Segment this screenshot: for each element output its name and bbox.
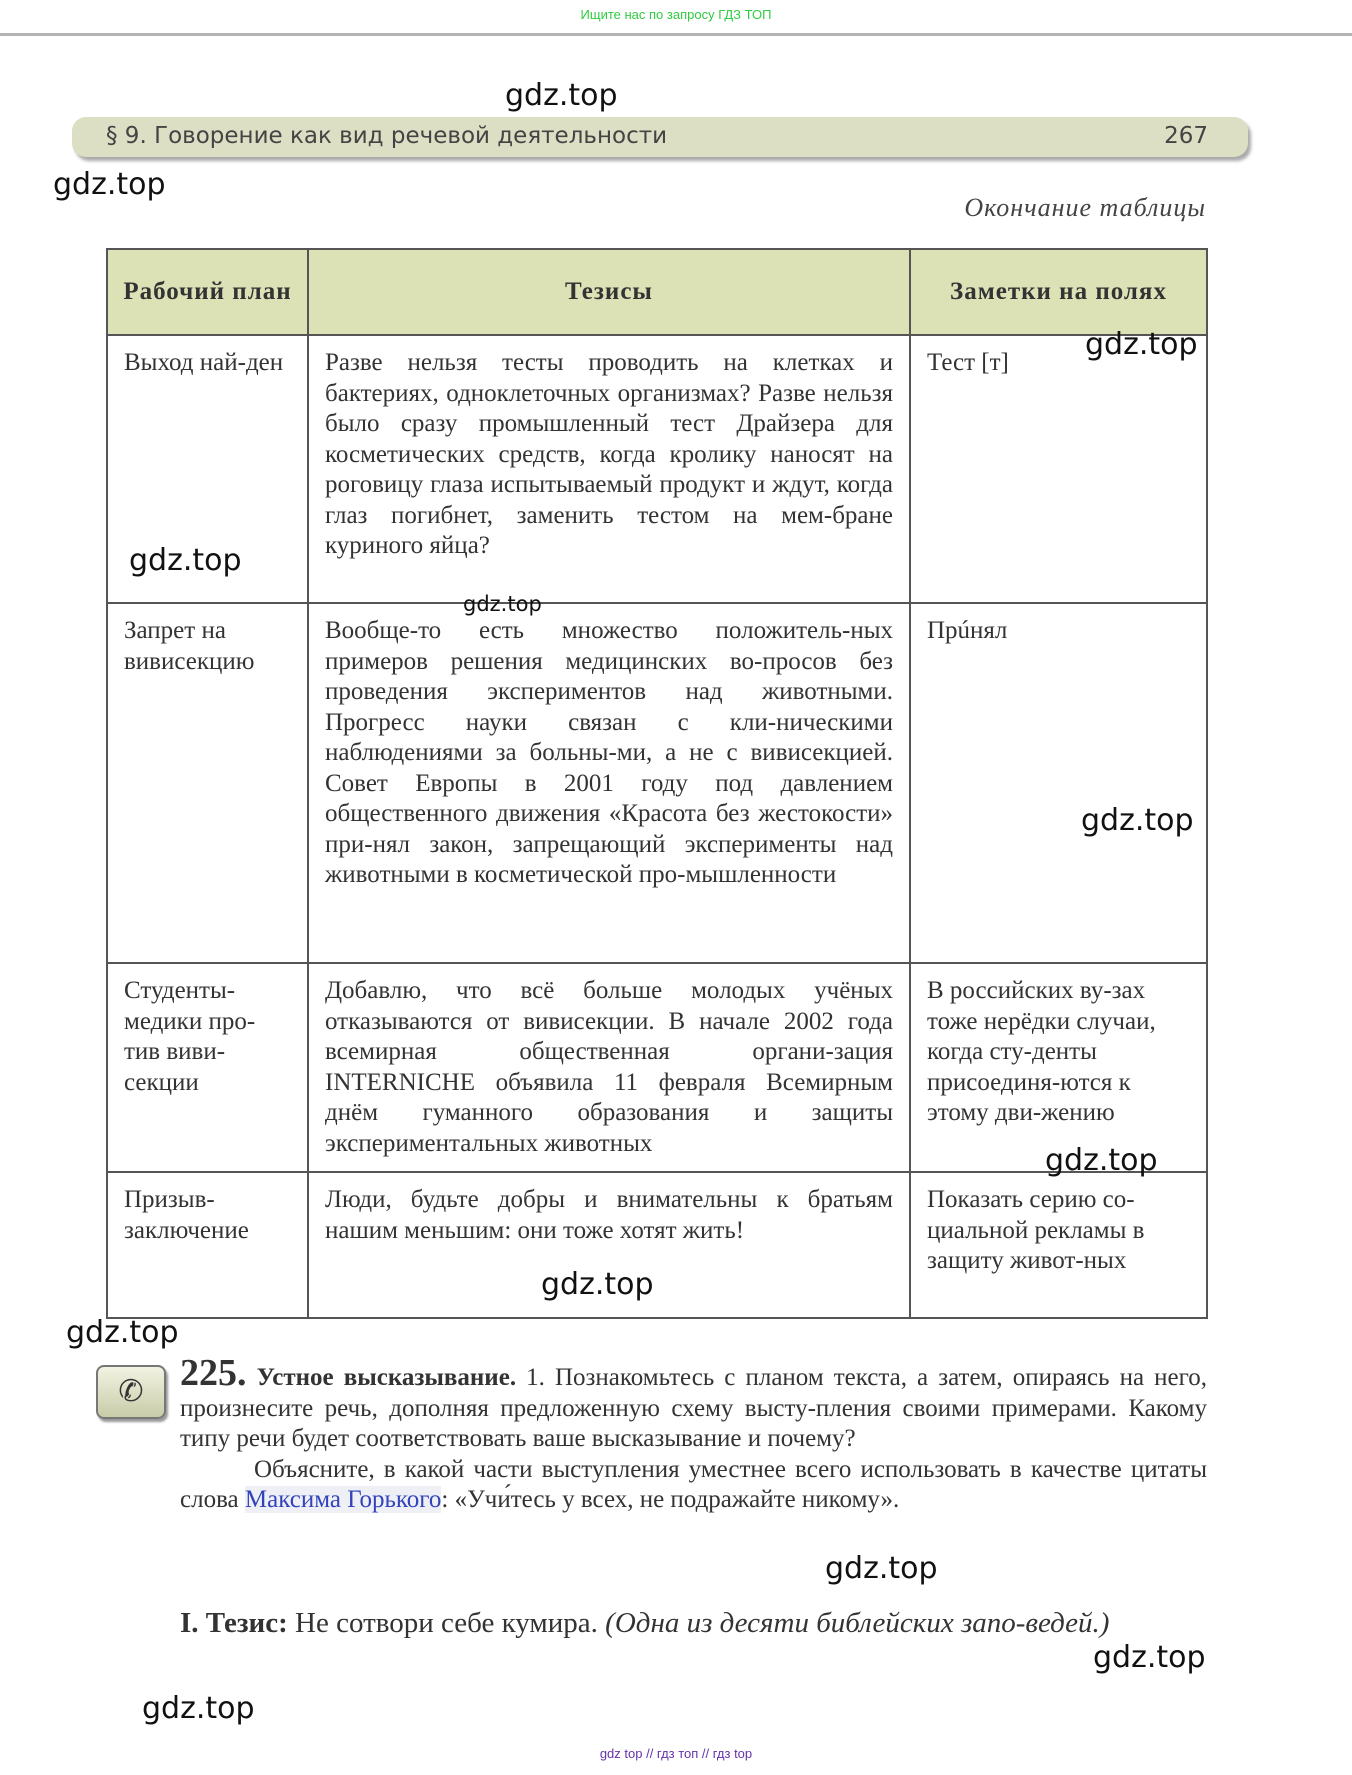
watermark: gdz.top [463, 592, 542, 616]
watermark: gdz.top [1045, 1143, 1158, 1178]
page-number: 267 [1164, 123, 1208, 149]
table-header-row [107, 249, 1207, 335]
thesis-cell: Вообще-то есть множество положитель-ных примеров решения медицинских во-просов без проведения экспериментов над животными. Прогресс науки связан с кли-ническими наблюдениями за больны-ми, а не с вивисекцией. Совет Европы в 2001 году под давлением общественного движения «Красота без жестокости» при-нял закон, запрещающий эксперименты над животными в косметической про-мышленности [308, 603, 910, 963]
thesis-cell: Добавлю, что всё больше молодых учёных отказываются от вивисекции. В начале 2002 года всемирная общественная органи-зация INTERNICHE объявила 11 февраля Всемирным днём гуманного образования и защиты экспериментальных животных [308, 963, 910, 1172]
table-row [107, 963, 1207, 1172]
top-banner-text: Ищите нас по запросу ГДЗ ТОП [580, 7, 772, 22]
column-header: Рабочий план [107, 249, 308, 335]
watermark: gdz.top [142, 1691, 255, 1726]
table-caption: Окончание таблицы [964, 193, 1206, 222]
footer: gdz top // гдз топ // гдз top [599, 1746, 753, 1761]
exercise-title: Устное высказывание. [256, 1364, 517, 1391]
section-title: § 9. Говорение как вид речевой деятельности [106, 123, 668, 149]
watermark: gdz.top [1081, 803, 1194, 838]
column-header: Тезисы [308, 249, 910, 335]
watermark: gdz.top [505, 78, 618, 113]
exercise-225 [180, 1352, 1208, 1516]
page-header [72, 117, 1248, 157]
notes-cell: Прúнял [910, 603, 1207, 963]
speech-plan-table [106, 248, 1208, 1319]
watermark: gdz.top [541, 1267, 654, 1302]
thesis-line [106, 1606, 1206, 1640]
quote-text: : «Учи́тесь у всех, не подражайте никому». [441, 1486, 900, 1513]
plan-cell: Студенты-медики про-тив виви-секции [107, 963, 308, 1172]
column-header: Заметки на полях [910, 249, 1207, 335]
watermark: gdz.top [1093, 1640, 1206, 1675]
exercise-number: 225. [180, 1352, 247, 1394]
plan-cell: Призыв-заключение [107, 1172, 308, 1318]
notes-cell: В российских ву-зах тоже нерёдки случаи, когда сту-денты присоединя-ются к этому дви-жению [910, 963, 1207, 1172]
plan-cell: Запрет на вивисекцию [107, 603, 308, 963]
exercise-text: 1. Познакомьтесь с планом текста, а затем, опираясь на него, произнесите речь, дополняя предложенную схему высту-пления своими примерами. Какому типу речи будет соответствовать ваше высказывание и почему? [180, 1364, 1208, 1452]
notes-cell: Тест [т] [910, 335, 1207, 603]
watermark: gdz.top [53, 167, 166, 202]
watermark: gdz.top [825, 1551, 938, 1586]
thesis-text: Не сотвори себе кумира. [295, 1607, 598, 1639]
table-row [107, 603, 1207, 963]
thesis-cell: Разве нельзя тесты проводить на клетках и бактериях, одноклеточных организмах? Разве нельзя было сразу промышленный тест Драйзера для косметических средств, когда кролику наносят на роговицу глаза испытываемый продукт и ждут, когда глаз погибнет, заменить тестом на мем-бране куриного яйца? [308, 335, 910, 603]
notes-cell: Показать серию со-циальной рекламы в защиту живот-ных [910, 1172, 1207, 1318]
thesis-cell: Люди, будьте добры и внимательны к братьям нашим меньшим: они тоже хотят жить! [308, 1172, 910, 1318]
top-banner [0, 0, 1352, 36]
watermark: gdz.top [1085, 327, 1198, 362]
watermark: gdz.top [66, 1315, 179, 1350]
table-row [107, 1172, 1207, 1318]
watermark: gdz.top [129, 543, 242, 578]
thesis-label: I. Тезис: [180, 1607, 288, 1639]
exercise-text-2: Объясните, в какой части выступления уместнее всего использовать в качестве цитаты слова [180, 1455, 1207, 1513]
phone-icon: ✆ [96, 1365, 166, 1419]
table-row [107, 335, 1207, 603]
plan-cell: Выход най-ден [107, 335, 308, 603]
thesis-note: (Одна из десяти библейских запо-ведей.) [605, 1607, 1110, 1639]
gorky-link[interactable]: Максима Горького [244, 1486, 442, 1513]
